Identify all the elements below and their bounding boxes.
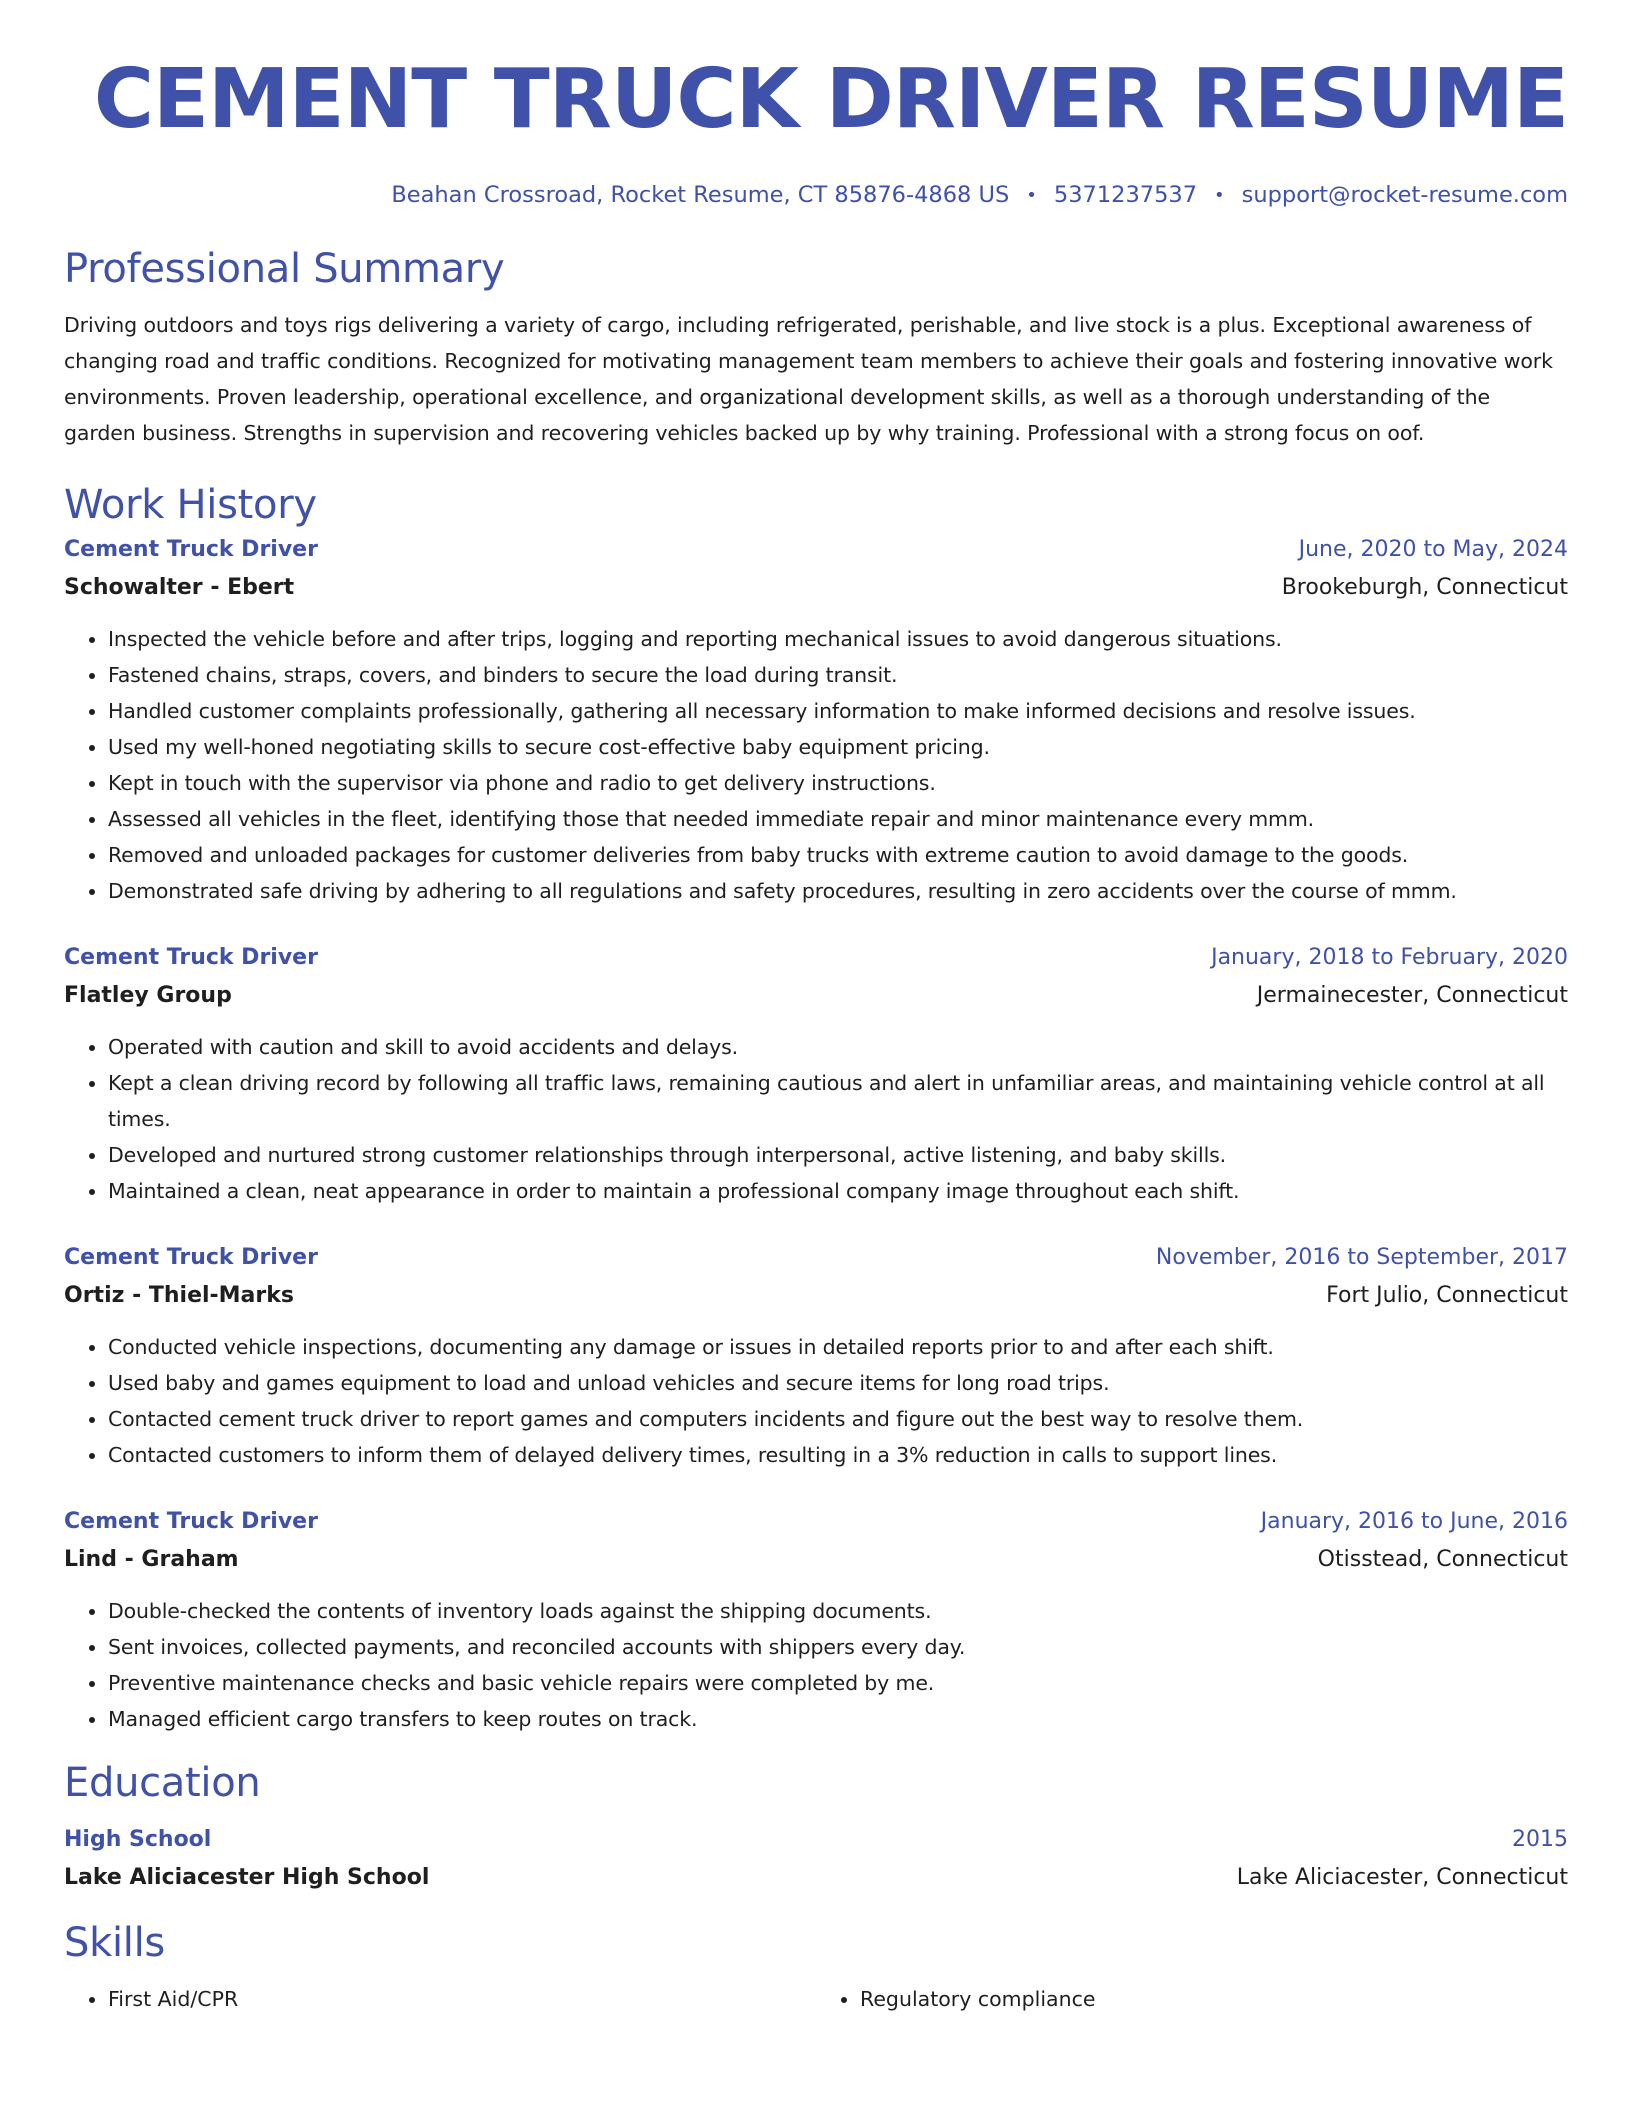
education-school: Lake Aliciacester High School	[64, 1865, 430, 1890]
job-bullet: • Handled customer complaints professionally, gathering all necessary information to make informed decisions and resolve issues.	[108, 693, 1568, 729]
education-location: Lake Aliciacester, Connecticut	[1236, 1865, 1568, 1890]
job-bullet: • Removed and unloaded packages for customer deliveries from baby trucks with extreme caution to avoid damage to the goods.	[108, 837, 1568, 873]
job-bullet: • Kept in touch with the supervisor via phone and radio to get delivery instructions.	[108, 765, 1568, 801]
education-degree: High School	[64, 1827, 212, 1852]
contact-line	[64, 178, 1568, 213]
job-bullet: • Maintained a clean, neat appearance in order to maintain a professional company image throughout each shift.	[108, 1173, 1568, 1209]
job-bullet: • Used baby and games equipment to load and unload vehicles and secure items for long road trips.	[108, 1365, 1568, 1401]
job-dates: January, 2016 to June, 2016	[1260, 1509, 1568, 1534]
job-entry	[64, 1503, 1568, 1737]
job-location: Otisstead, Connecticut	[1317, 1547, 1568, 1572]
job-role: Cement Truck Driver	[64, 945, 318, 970]
job-bullet: • Preventive maintenance checks and basic vehicle repairs were completed by me.	[108, 1665, 1568, 1701]
skills-grid	[64, 1981, 1568, 2017]
job-location: Brookeburgh, Connecticut	[1281, 575, 1568, 600]
job-bullet: • Contacted cement truck driver to report games and computers incidents and figure out the best way to resolve them.	[108, 1401, 1568, 1437]
skills-heading: Skills	[64, 1920, 165, 1966]
job-bullet: • Used my well-honed negotiating skills to secure cost-effective baby equipment pricing.	[108, 729, 1568, 765]
job-bullet: • Demonstrated safe driving by adhering to all regulations and safety procedures, resulting in zero accidents over the course of mmm.	[108, 873, 1568, 909]
skill-item: • First Aid/CPR	[108, 1981, 816, 2017]
job-bullets	[64, 1593, 1568, 1737]
job-bullet: • Double-checked the contents of inventory loads against the shipping documents.	[108, 1593, 1568, 1629]
job-entry	[64, 1239, 1568, 1473]
work-history-list	[64, 531, 1568, 1737]
job-dates: June, 2020 to May, 2024	[1298, 537, 1568, 562]
job-bullet: • Sent invoices, collected payments, and reconciled accounts with shippers every day.	[108, 1629, 1568, 1665]
job-bullet: • Contacted customers to inform them of delayed delivery times, resulting in a 3% reduction in calls to support lines.	[108, 1437, 1568, 1473]
education-year: 2015	[1512, 1827, 1568, 1852]
job-location: Jermainecester, Connecticut	[1256, 983, 1568, 1008]
separator-dot: •	[1214, 185, 1225, 206]
education-heading: Education	[64, 1760, 261, 1806]
job-company: Lind - Graham	[64, 1547, 239, 1572]
work-history-heading: Work History	[64, 482, 317, 528]
job-location: Fort Julio, Connecticut	[1326, 1283, 1568, 1308]
skills-list-left	[64, 1981, 816, 2017]
education-entry	[64, 1821, 1568, 1897]
job-dates: November, 2016 to September, 2017	[1155, 1245, 1568, 1270]
job-role: Cement Truck Driver	[64, 1509, 318, 1534]
job-company: Schowalter - Ebert	[64, 575, 295, 600]
contact-phone: 5371237537	[1053, 182, 1198, 208]
summary-text: Driving outdoors and toys rigs delivering a variety of cargo, including refrigerated, perishable, and live stock is a plus. Exceptional awareness of changing road and traffic conditions. Recognized for motivating management team members to achieve their goals and fostering innovative work environments. Proven leadership, operational excellence, and organizational development skills, as well as a thorough understanding of the garden business. Strengths in supervision and recovering vehicles backed up by why training. Professional with a strong focus on oof.	[64, 313, 1553, 445]
contact-address: Beahan Crossroad, Rocket Resume, CT 85876-4868 US	[391, 182, 1010, 208]
job-bullet: • Managed efficient cargo transfers to keep routes on track.	[108, 1701, 1568, 1737]
job-company: Flatley Group	[64, 983, 232, 1008]
job-dates: January, 2018 to February, 2020	[1211, 945, 1568, 970]
job-bullet: • Developed and nurtured strong customer relationships through interpersonal, active listening, and baby skills.	[108, 1137, 1568, 1173]
job-bullet: • Conducted vehicle inspections, documenting any damage or issues in detailed reports prior to and after each shift.	[108, 1329, 1568, 1365]
job-role: Cement Truck Driver	[64, 537, 318, 562]
job-bullet: • Kept a clean driving record by following all traffic laws, remaining cautious and alert in unfamiliar areas, and maintaining vehicle control at all times.	[108, 1065, 1568, 1137]
job-bullet: • Fastened chains, straps, covers, and binders to secure the load during transit.	[108, 657, 1568, 693]
job-entry	[64, 939, 1568, 1209]
job-bullets	[64, 621, 1568, 909]
job-entry	[64, 531, 1568, 909]
contact-email: support@rocket-resume.com	[1241, 182, 1568, 208]
job-company: Ortiz - Thiel-Marks	[64, 1283, 294, 1308]
job-bullets	[64, 1329, 1568, 1473]
job-bullet: • Inspected the vehicle before and after trips, logging and reporting mechanical issues to avoid dangerous situations.	[108, 621, 1568, 657]
job-role: Cement Truck Driver	[64, 1245, 318, 1270]
job-bullets	[64, 1029, 1568, 1209]
separator-dot: •	[1026, 185, 1037, 206]
resume-title: CEMENT TRUCK DRIVER RESUME	[93, 52, 1568, 147]
summary-heading: Professional Summary	[64, 246, 505, 292]
job-bullet: • Operated with caution and skill to avoid accidents and delays.	[108, 1029, 1568, 1065]
skills-list-right	[816, 1981, 1568, 2017]
skill-item: • Regulatory compliance	[860, 1981, 1568, 2017]
job-bullet: • Assessed all vehicles in the fleet, identifying those that needed immediate repair and minor maintenance every mmm.	[108, 801, 1568, 837]
